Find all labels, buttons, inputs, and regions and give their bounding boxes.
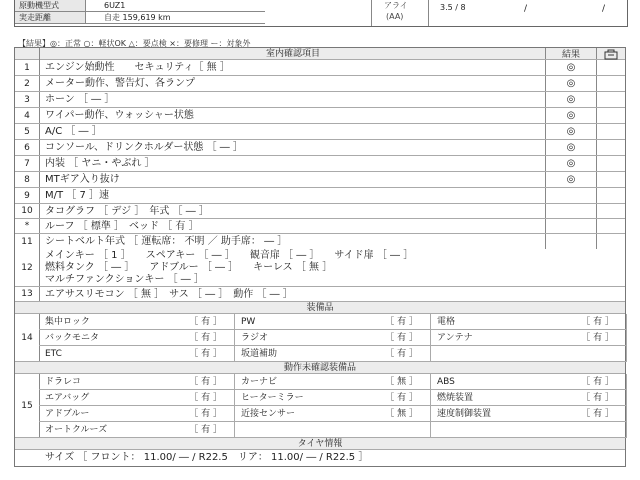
equipment-value: ［ 無 ］ (385, 409, 418, 419)
tire-section-title: タイヤ情報 (15, 438, 625, 450)
mileage-value: 自走 159,619 km (85, 12, 265, 24)
equipment-label: エアバッグ (45, 393, 90, 403)
equipment-cell (235, 390, 431, 406)
engine-model-label: 原動機型式 (15, 0, 85, 12)
equipment-value: ［ 有 ］ (189, 425, 222, 435)
equipment-label: ABS (437, 377, 455, 387)
row-text: ワイパー動作、ウォッシャー状態 (45, 110, 194, 121)
result-header: 結果 (545, 48, 597, 59)
row-number: 4 (15, 108, 40, 123)
equipment-value: ［ 有 ］ (189, 333, 222, 343)
result-cell (545, 234, 597, 249)
row-text: MTギア入り抜け (45, 174, 120, 185)
equipment-label: 電格 (437, 317, 456, 327)
alignment-label: アライ (384, 1, 408, 10)
result-cell: ◎ (545, 156, 597, 171)
table-row (15, 108, 625, 124)
row-text: ホーン ［ ― ］ (45, 94, 115, 105)
row-number: * (15, 219, 40, 233)
equipment-value: ［ 有 ］ (581, 333, 614, 343)
result-cell: ◎ (545, 124, 597, 139)
equipment-label: カーナビ (241, 377, 278, 387)
equipment-value: ［ 有 ］ (581, 393, 614, 403)
table-row (15, 172, 625, 188)
table-row (15, 92, 625, 108)
table-row (15, 76, 625, 92)
equipment-label: オートクルーズ (45, 425, 108, 435)
equipment-cell (235, 330, 431, 346)
equipment-cell (235, 422, 431, 438)
equipment-value: ［ 有 ］ (189, 377, 222, 387)
row-text: ルーフ ［ 標準 ］ ベッド ［ 有 ］ (45, 221, 199, 232)
table-row (15, 188, 625, 204)
row-text: 内装 ［ ヤニ・やぶれ ］ (45, 158, 155, 169)
row-text: メーター動作、警告灯、各ランプ (45, 78, 195, 89)
equipment-cell (39, 374, 235, 390)
equipment-label: 燃焼装置 (437, 393, 474, 403)
equipment-value: ［ 有 ］ (581, 409, 614, 419)
clipboard-icon (597, 48, 625, 60)
equipment-cell (39, 422, 235, 438)
equipment-label: 坂道補助 (241, 349, 278, 359)
equipment-grid (39, 314, 625, 361)
equipment-cell (431, 346, 627, 362)
equipment-value: ［ 有 ］ (189, 409, 222, 419)
equipment-cell (431, 374, 627, 390)
equipment-label: 速度制御装置 (437, 409, 492, 419)
equipment-cell (235, 374, 431, 390)
result-cell: ◎ (545, 172, 597, 187)
row-text: タコグラフ ［ デジ ］ 年式 ［ ― ］ (45, 206, 209, 217)
mileage-label: 実走距離 (15, 12, 85, 24)
alignment-box (371, 0, 628, 26)
tire-row (15, 450, 625, 466)
table-row (15, 60, 625, 76)
slash-mark: / (602, 4, 606, 14)
result-cell (545, 204, 597, 218)
divider (428, 0, 429, 26)
row-number: 6 (15, 140, 40, 155)
table-row (15, 204, 625, 219)
table-row (15, 140, 625, 156)
equipment-label: ラジオ (241, 333, 269, 343)
engine-model-value: 6UZ1 (85, 0, 265, 12)
equipment-value: ［ 有 ］ (385, 317, 418, 327)
unconfirmed-section-title: 動作未確認装備品 (15, 362, 625, 374)
equipment-value: ［ 有 ］ (385, 333, 418, 343)
equipment-label: バックモニタ (45, 333, 100, 343)
equipment-cell (39, 314, 235, 330)
interior-check-table (14, 47, 626, 467)
equipment-label: 集中ロック (45, 317, 90, 327)
row-number: 3 (15, 92, 40, 107)
equipment-value: ［ 有 ］ (189, 317, 222, 327)
row-number: 14 (15, 314, 40, 361)
alignment-sub-label: (AA) (386, 12, 404, 21)
result-legend: 【結果】◎：正常 ○：軽状OK △：要点検 ×：要修理 ー：対象外 (18, 39, 251, 48)
equipment-value: ［ 有 ］ (385, 349, 418, 359)
row-number: 11 (15, 234, 40, 249)
equipment-cell (39, 390, 235, 406)
key-info-line-1: メインキー ［ 1 ］ スペアキー ［ ― ］ 観音扉 ［ ― ］ サイド扉 ［ ― ］ (45, 250, 414, 261)
row-number: 12 (15, 249, 40, 286)
tire-size-text: サイズ ［ フロント： 11.00/ ― / R22.5 リア： 11.00/ ― / R22.5 ］ (45, 452, 369, 463)
slash-mark: / (524, 4, 528, 14)
row-number: 13 (15, 287, 40, 301)
table-row-13 (15, 287, 625, 302)
equipment-cell (431, 330, 627, 346)
equipment-cell (431, 406, 627, 422)
row-number: 5 (15, 124, 40, 139)
equipment-value: ［ 有 ］ (189, 393, 222, 403)
alignment-value: 3.5 / 8 (440, 3, 466, 12)
equipment-cell (431, 422, 627, 438)
result-cell (545, 188, 597, 203)
table-header (15, 48, 625, 60)
result-cell: ◎ (545, 140, 597, 155)
result-cell: ◎ (545, 76, 597, 91)
result-cell: ◎ (545, 108, 597, 123)
equipment-row (15, 314, 625, 362)
row-text: シートベルト年式 ［ 運転席： 不明 ／ 助手席： ― ］ (45, 236, 288, 247)
equipment-value: ［ 無 ］ (385, 377, 418, 387)
equipment-label: アドブルー (45, 409, 90, 419)
result-cell: ◎ (545, 92, 597, 107)
equipment-label: ETC (45, 349, 62, 359)
equipment-cell (235, 314, 431, 330)
row-number: 1 (15, 60, 40, 75)
result-cell: ◎ (545, 60, 597, 75)
row-number: 15 (15, 374, 40, 437)
table-row (15, 124, 625, 140)
table-row (15, 219, 625, 234)
unconfirmed-row (15, 374, 625, 438)
equipment-value: ［ 有 ］ (385, 393, 418, 403)
equipment-cell (235, 346, 431, 362)
row-text: M/T ［ 7 ］速 (45, 190, 110, 201)
row-number: 7 (15, 156, 40, 171)
unconfirmed-grid (39, 374, 625, 437)
equipment-cell (39, 330, 235, 346)
row-text: コンソール、ドリンクホルダー状態 ［ ― ］ (45, 142, 243, 153)
vehicle-info-table (14, 0, 628, 27)
table-row (15, 156, 625, 172)
row-number: 8 (15, 172, 40, 187)
equipment-label: アンテナ (437, 333, 473, 343)
row-number: 10 (15, 204, 40, 218)
equipment-label: 近接センサー (241, 409, 296, 419)
equipment-cell (39, 346, 235, 362)
equipment-label: ヒーターミラー (241, 393, 304, 403)
row-text: エンジン始動性 セキュリティ［ 無 ］ (45, 62, 230, 73)
key-info-line-2: 燃料タンク ［ ― ］ アドブルー ［ ― ］ キーレス ［ 無 ］ (45, 262, 333, 273)
key-info-line-3: マルチファンクションキー ［ ― ］ (45, 274, 204, 285)
row-number: 9 (15, 188, 40, 203)
table-row (15, 234, 625, 249)
equipment-label: PW (241, 317, 256, 327)
equipment-cell (235, 406, 431, 422)
equipment-cell (431, 390, 627, 406)
equipment-cell (431, 314, 627, 330)
equipment-value: ［ 有 ］ (581, 377, 614, 387)
section-title: 室内確認項目 (39, 48, 546, 60)
equipment-section-title: 装備品 (15, 302, 625, 314)
row-text: A/C ［ ― ］ (45, 126, 102, 137)
row-text: エアサスリモコン ［ 無 ］ サス ［ ― ］ 動作 ［ ― ］ (45, 289, 293, 300)
equipment-value: ［ 有 ］ (581, 317, 614, 327)
row-number: 2 (15, 76, 40, 91)
equipment-cell (39, 406, 235, 422)
result-cell (545, 219, 597, 233)
equipment-label: ドラレコ (45, 377, 82, 387)
equipment-value: ［ 有 ］ (189, 349, 222, 359)
table-row-12 (15, 249, 625, 287)
